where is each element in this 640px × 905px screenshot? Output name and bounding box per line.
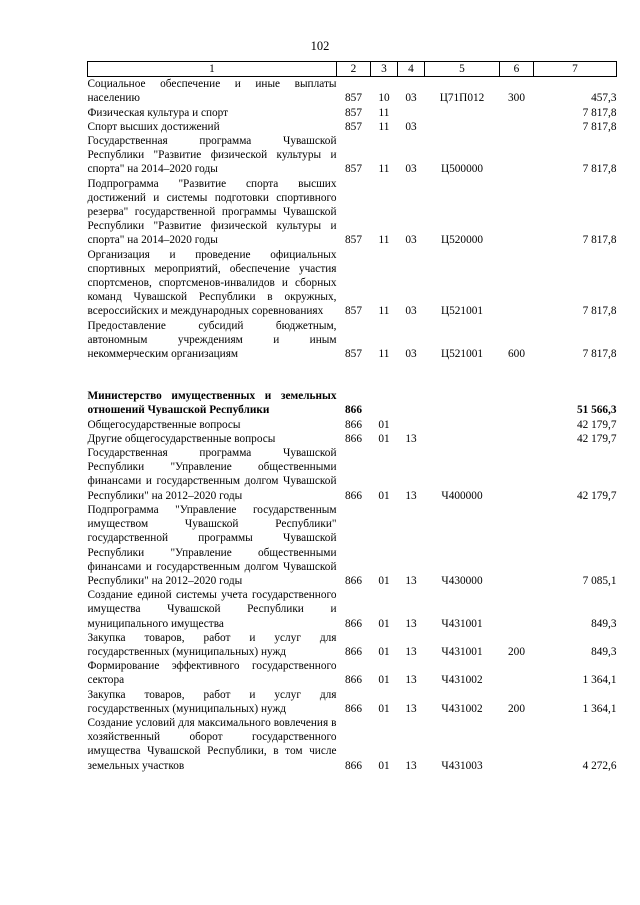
item-name-cell: Подпрограмма "Управление государственным имуществом Чувашской Республики" государственной программы Чувашской Республики "Управление общественными финансами и государственным долгом Чувашской Республики" на 2012–2020 годы (87, 503, 337, 587)
column-header: 4 (398, 62, 425, 77)
target-article-cell (425, 432, 500, 446)
expense-type-cell: 200 (508, 702, 525, 715)
table-row (88, 446, 617, 503)
section-code-cell: 01 (378, 489, 390, 502)
ministry-code-cell: 866 (345, 404, 362, 417)
target-article-cell: Ч400000 (441, 489, 483, 502)
expense-type-cell (500, 120, 534, 134)
target-article-cell: Ц521001 (440, 348, 484, 361)
column-header: 6 (500, 62, 534, 77)
amount-cell: 4 272,6 (582, 759, 617, 772)
budget-table (87, 61, 617, 773)
item-name-cell: Создание условий для максимального вовлечения в хозяйственный оборот государственного имущества Чувашской Республики, в том числе земельных участков (87, 716, 337, 772)
subsection-code-cell: 03 (405, 92, 417, 105)
amount-cell: 7 085,1 (582, 574, 617, 587)
subsection-code-cell (398, 106, 425, 120)
ministry-code-cell: 866 (345, 674, 362, 687)
expense-type-cell (500, 588, 534, 631)
section-code-cell (371, 389, 398, 417)
subsection-code-cell (398, 389, 425, 417)
item-name-cell: Предоставление субсидий бюджетным, автономным учреждениям и иным некоммерческим организациям (87, 319, 337, 361)
target-article-cell (425, 389, 500, 417)
ministry-code-cell: 857 (345, 120, 362, 133)
subsection-code-cell: 03 (405, 234, 417, 247)
ministry-code-cell: 866 (345, 759, 362, 772)
subsection-code-cell: 03 (405, 348, 417, 361)
target-article-cell: Ч431002 (441, 702, 483, 715)
amount-cell: 7 817,8 (582, 106, 617, 119)
table-row (88, 134, 617, 177)
amount-cell: 1 364,1 (582, 674, 617, 687)
table-row (88, 177, 617, 248)
section-code-cell: 01 (378, 702, 390, 715)
target-article-cell: Ч431001 (441, 645, 483, 658)
ministry-code-cell: 866 (345, 418, 362, 431)
ministry-code-cell: 857 (345, 234, 362, 247)
target-article-cell (425, 418, 500, 432)
item-name-cell: Закупка товаров, работ и услуг для государственных (муниципальных) нужд (87, 631, 337, 658)
expense-type-cell: 200 (508, 645, 525, 658)
ministry-code-cell: 857 (345, 106, 362, 119)
expense-type-cell (500, 716, 534, 773)
expense-type-cell (500, 418, 534, 432)
table-row (88, 248, 617, 319)
ministry-code-cell: 857 (345, 305, 362, 318)
subsection-code-cell: 03 (405, 305, 417, 318)
ministry-code-cell: 866 (345, 574, 362, 587)
amount-cell: 42 179,7 (576, 418, 617, 431)
subsection-code-cell (398, 418, 425, 432)
subsection-code-cell: 13 (405, 674, 417, 687)
spacer-row (88, 361, 617, 389)
expense-type-cell (500, 503, 534, 588)
expense-type-cell: 600 (508, 348, 525, 361)
section-code-cell: 10 (378, 92, 390, 105)
target-article-cell (425, 120, 500, 134)
amount-cell: 42 179,7 (576, 432, 617, 445)
amount-cell: 42 179,7 (576, 489, 617, 502)
item-name-cell: Создание единой системы учета государственного имущества Чувашской Республики и муниципального имущества (87, 589, 337, 630)
column-header: 3 (371, 62, 398, 77)
ministry-code-cell: 866 (345, 617, 362, 630)
item-name-cell: Социальное обеспечение и иные выплаты населению (87, 78, 337, 105)
subsection-code-cell: 13 (405, 432, 417, 445)
table-row (88, 106, 617, 120)
item-name-cell: Формирование эффективного государственного сектора (87, 660, 337, 687)
amount-cell: 7 817,8 (582, 348, 617, 361)
section-code-cell: 11 (378, 305, 390, 318)
section-code-cell: 01 (378, 617, 390, 630)
amount-cell: 457,3 (591, 92, 617, 105)
target-article-cell: Ц520000 (440, 234, 484, 247)
expense-type-cell (500, 446, 534, 503)
subsection-code-cell: 13 (405, 702, 417, 715)
subsection-code-cell: 13 (405, 489, 417, 502)
section-code-cell: 01 (378, 645, 390, 658)
target-article-cell: Ц71П012 (439, 92, 485, 105)
target-article-cell: Ч431001 (441, 617, 483, 630)
item-name-cell: Другие общегосударственные вопросы (87, 432, 276, 445)
amount-cell: 849,3 (591, 617, 617, 630)
item-name-cell: Общегосударственные вопросы (87, 418, 241, 431)
ministry-code-cell: 866 (345, 645, 362, 658)
expense-type-cell (500, 106, 534, 120)
item-name-cell: Спорт высших достижений (87, 120, 220, 133)
table-row (88, 688, 617, 716)
section-code-cell: 01 (378, 759, 390, 772)
ministry-code-cell: 857 (345, 348, 362, 361)
subsection-code-cell: 13 (405, 574, 417, 587)
table-row (88, 659, 617, 687)
expense-type-cell (500, 659, 534, 687)
column-header: 7 (534, 62, 617, 77)
expense-type-cell (500, 389, 534, 417)
amount-cell: 1 364,1 (582, 702, 617, 715)
table-row (88, 503, 617, 588)
expense-type-cell (500, 432, 534, 446)
section-code-cell: 01 (378, 432, 390, 445)
amount-cell: 51 566,3 (576, 404, 617, 417)
subsection-code-cell: 03 (405, 163, 417, 176)
subsection-code-cell: 03 (405, 120, 417, 133)
table-row (88, 432, 617, 446)
target-article-cell (425, 106, 500, 120)
item-name-cell: Подпрограмма "Развитие спорта высших достижений и системы подготовки спортивного резерва" государственной программы Чувашской Республики "Развитие физической культуры и спорта" на 2014–2020 годы (87, 177, 337, 247)
target-article-cell: Ч431002 (441, 674, 483, 687)
ministry-code-cell: 857 (345, 163, 362, 176)
table-row (88, 120, 617, 134)
amount-cell: 7 817,8 (582, 305, 617, 318)
section-code-cell: 11 (378, 106, 390, 119)
ministry-code-cell: 866 (345, 489, 362, 502)
item-name-cell: Физическая культура и спорт (87, 106, 229, 119)
item-name-cell: Государственная программа Чувашской Республики "Развитие физической культуры и спорта" на 2014–2020 годы (87, 135, 337, 176)
amount-cell: 7 817,8 (582, 120, 617, 133)
subsection-code-cell: 13 (405, 645, 417, 658)
amount-cell: 849,3 (591, 645, 617, 658)
ministry-code-cell: 866 (345, 432, 362, 445)
ministry-code-cell: 857 (345, 92, 362, 105)
ministry-code-cell: 866 (345, 702, 362, 715)
table-header-row (88, 62, 617, 77)
column-header: 2 (337, 62, 371, 77)
expense-type-cell (500, 134, 534, 177)
column-header: 1 (88, 62, 337, 77)
subsection-code-cell: 13 (405, 617, 417, 630)
page-number: 102 (310, 39, 330, 53)
table-row (88, 588, 617, 631)
column-header: 5 (425, 62, 500, 77)
section-code-cell: 01 (378, 674, 390, 687)
table-row (88, 319, 617, 362)
table-row (88, 716, 617, 773)
target-article-cell: Ч431003 (441, 759, 483, 772)
amount-cell: 7 817,8 (582, 234, 617, 247)
target-article-cell: Ц500000 (440, 163, 484, 176)
amount-cell: 7 817,8 (582, 163, 617, 176)
section-code-cell: 11 (378, 234, 390, 247)
section-code-cell: 11 (378, 348, 390, 361)
subsection-code-cell: 13 (405, 759, 417, 772)
expense-type-cell (500, 248, 534, 319)
expense-type-cell (500, 177, 534, 248)
table-row (88, 77, 617, 106)
item-name-cell: Организация и проведение официальных спортивных мероприятий, обеспечение участия спортсменов, спортсменов-инвалидов и сборных команд Чувашской Республики в окружных, всероссийских и международных соревнованиях (87, 248, 337, 318)
table-row (88, 631, 617, 659)
expense-type-cell: 300 (508, 92, 525, 105)
table-row (88, 389, 617, 417)
target-article-cell: Ч430000 (441, 574, 483, 587)
table-row (88, 418, 617, 432)
target-article-cell: Ц521001 (440, 305, 484, 318)
item-name-cell: Закупка товаров, работ и услуг для государственных (муниципальных) нужд (87, 688, 337, 715)
item-name-cell: Министерство имущественных и земельных отношений Чувашской Республики (87, 390, 337, 417)
section-code-cell: 01 (378, 418, 390, 431)
item-name-cell: Государственная программа Чувашской Республики "Управление общественными финансами и государственным долгом Чувашской Республики" на 2012–2020 годы (87, 447, 337, 502)
section-code-cell: 01 (378, 574, 390, 587)
section-code-cell: 11 (378, 163, 390, 176)
section-code-cell: 11 (378, 120, 390, 133)
